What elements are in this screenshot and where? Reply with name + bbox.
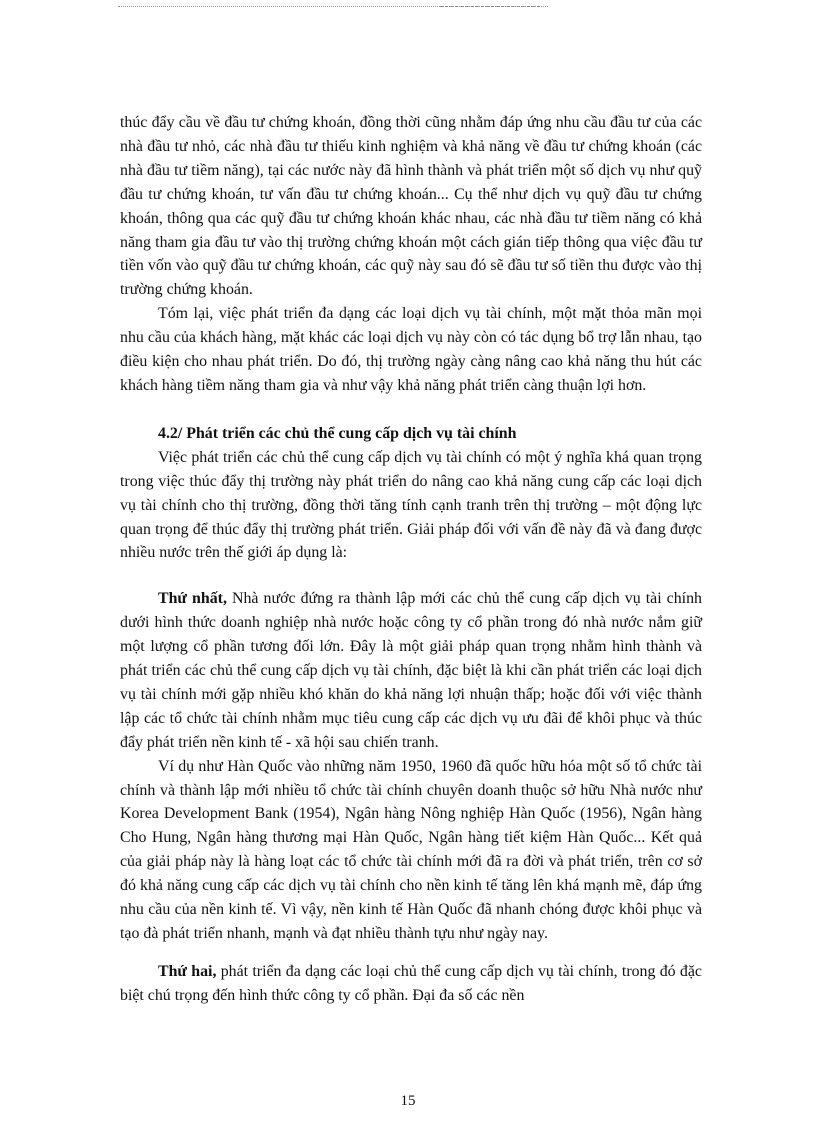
scan-artifact-line <box>440 6 540 9</box>
second-solution-text: phát triển đa dạng các loại chủ thể cung cấp dịch vụ tài chính, trong đó đặc biệt chú trọng đến hình thức công ty cổ phần. Đại đa số các nền <box>120 962 702 1004</box>
paragraph-korea-example: Ví dụ như Hàn Quốc vào những năm 1950, 1960 đã quốc hữu hóa một số tổ chức tài chính và thành lập mới nhiều tổ chức tài chính chuyên doanh thuộc sở hữu Nhà nước như Korea Development Bank (1954), Ngân hàng Nông nghiệp Hàn Quốc (1956), Ngân hàng Cho Hung, Ngân hàng thương mại Hàn Quốc, Ngân hàng tiết kiệm Hàn Quốc... Kết quả của giải pháp này là hàng loạt các tổ chức tài chính mới đã ra đời và phát triển, trên cơ sở đó khả năng cung cấp các dịch vụ tài chính cho nền kinh tế tăng lên khá mạnh mẽ, đáp ứng nhu cầu của nền kinh tế. Vì vậy, nền kinh tế Hàn Quốc đã nhanh chóng được khôi phục và tạo đà phát triển nhanh, mạnh và đạt nhiều thành tựu như ngày nay. <box>120 757 702 942</box>
spacer <box>120 565 702 587</box>
spacer <box>120 398 702 422</box>
paragraph-first-solution <box>120 587 702 754</box>
section-heading: 4.2/ Phát triển các chủ thể cung cấp dịch vụ tài chính <box>158 424 517 442</box>
spacer <box>120 946 702 960</box>
document-page <box>120 111 702 1008</box>
paragraph-second-solution <box>120 960 702 1008</box>
lead-first: Thứ nhất, <box>158 590 227 608</box>
page-number: 15 <box>400 1093 416 1109</box>
lead-second: Thứ hai, <box>158 962 217 980</box>
first-solution-text: Nhà nước đứng ra thành lập mới các chủ thể cung cấp dịch vụ tài chính dưới hình thức doanh nghiệp nhà nước hoặc công ty cổ phần trong đó nhà nước nắm giữ một lượng cổ phần tương đối lớn. Đây là một giải pháp quan trọng nhằm hình thành và phát triển các chủ thể cung cấp dịch vụ tài chính, đặc biệt là khi cần phát triển các loại dịch vụ tài chính mới gặp nhiều khó khăn do khả năng lợi nhuận thấp; hoặc đối với việc thành lập các tổ chức tài chính nhằm mục tiêu cung cấp các dịch vụ ưu đãi để khôi phục và thúc đẩy phát triển nền kinh tế - xã hội sau chiến tranh. <box>120 590 702 751</box>
paragraph-continuation: thúc đẩy cầu về đầu tư chứng khoán, đồng thời cũng nhằm đáp ứng nhu cầu đầu tư của các nhà đầu tư nhỏ, các nhà đầu tư thiếu kinh nghiệm và khả năng về đầu tư chứng khoán (các nhà đầu tư tiềm năng), tại các nước này đã hình thành và phát triển một số dịch vụ như quỹ đầu tư chứng khoán, tư vấn đầu tư chứng khoán... Cụ thể như dịch vụ quỹ đầu tư chứng khoán, thông qua các quỹ đầu tư chứng khoán khác nhau, các nhà đầu tư tiềm năng có khả năng tham gia đầu tư vào thị trường chứng khoán một cách gián tiếp thông qua việc đầu tư tiền vốn vào quỹ đầu tư chứng khoán, các quỹ này sau đó sẽ đầu tư số tiền thu được vào thị trường chứng khoán. <box>120 114 702 299</box>
paragraph-summary: Tóm lại, việc phát triển đa dạng các loại dịch vụ tài chính, một mặt thỏa mãn mọi nhu cầu của khách hàng, mặt khác các loại dịch vụ này còn có tác dụng bổ trợ lẫn nhau, tạo điều kiện cho nhau phát triển. Do đó, thị trường ngày càng nâng cao khả năng thu hút các khách hàng tiềm năng tham gia và như vậy khả năng phát triển càng thuận lợi hơn. <box>120 305 702 394</box>
paragraph-intro: Việc phát triển các chủ thể cung cấp dịch vụ tài chính có một ý nghĩa khá quan trọng trong việc thúc đẩy thị trường này phát triển do nâng cao khả năng cung cấp các loại dịch vụ tài chính cho thị trường, đồng thời tăng tính cạnh tranh trên thị trường – một động lực quan trọng để thúc đẩy thị trường phát triển. Giải pháp đối với vấn đề này đã và đang được nhiều nước trên thế giới áp dụng là: <box>120 448 702 562</box>
